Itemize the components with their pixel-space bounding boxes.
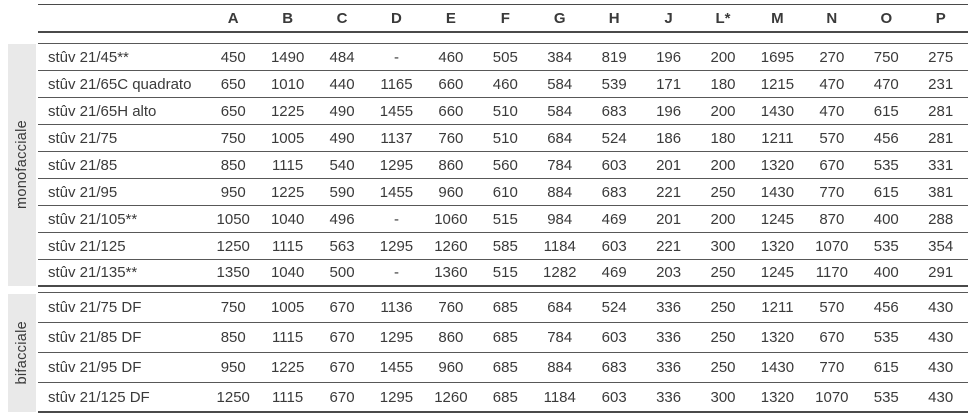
value-cell: 1320 (760, 237, 795, 255)
column-header: J (664, 9, 673, 27)
value-cell: 1695 (760, 48, 795, 66)
value-cell: 469 (601, 210, 627, 228)
value-cell: 336 (656, 388, 682, 406)
value-cell: 1360 (434, 264, 468, 281)
value-cell: 684 (547, 299, 573, 316)
value-cell: 603 (601, 237, 627, 255)
value-cell: 1184 (543, 237, 576, 255)
table-row (38, 44, 968, 71)
value-cell: 560 (492, 156, 518, 174)
value-cell: 430 (928, 299, 954, 316)
value-cell: 1350 (216, 264, 250, 281)
value-cell: 201 (656, 210, 682, 228)
table-row (38, 323, 968, 353)
table-row (38, 260, 968, 287)
group-label-monofacciale: monofacciale (14, 120, 30, 210)
column-header: C (336, 9, 348, 27)
value-cell: 250 (710, 183, 736, 201)
value-cell: 515 (492, 264, 518, 281)
value-cell: 490 (329, 102, 355, 120)
value-cell: - (393, 264, 399, 281)
value-cell: 539 (601, 75, 627, 93)
value-cell: 171 (656, 75, 682, 93)
value-cell: 1115 (272, 388, 304, 406)
value-cell: 460 (438, 48, 464, 66)
value-cell: 603 (601, 329, 627, 346)
value-cell: 1430 (760, 102, 795, 120)
value-cell: 960 (438, 359, 464, 376)
value-cell: 430 (928, 388, 954, 406)
table-row (38, 293, 968, 323)
column-header: H (608, 9, 620, 27)
value-cell: 354 (928, 237, 954, 255)
value-cell: 250 (710, 264, 736, 281)
value-cell: 1136 (380, 299, 413, 316)
value-cell: 1245 (760, 264, 795, 281)
value-cell: 440 (329, 75, 355, 93)
value-cell: 250 (710, 359, 736, 376)
value-cell: 336 (656, 359, 682, 376)
value-cell: 430 (928, 359, 954, 376)
column-header: M (771, 9, 784, 27)
value-cell: 515 (492, 210, 518, 228)
value-cell: 660 (438, 75, 464, 93)
value-cell: 430 (928, 329, 954, 346)
row-label: stûv 21/75 DF (48, 299, 142, 316)
value-cell: 770 (819, 359, 845, 376)
value-cell: 196 (656, 102, 682, 120)
value-cell: 291 (928, 264, 954, 281)
value-cell: 336 (656, 329, 682, 346)
value-cell: 860 (438, 156, 464, 174)
column-header: N (826, 9, 838, 27)
value-cell: 1250 (216, 237, 250, 255)
value-cell: 1225 (270, 102, 305, 120)
value-cell: 670 (819, 156, 845, 174)
value-cell: 535 (873, 156, 899, 174)
value-cell: 281 (928, 102, 954, 120)
value-cell: 603 (601, 156, 627, 174)
value-cell: 484 (329, 48, 355, 66)
value-cell: 884 (547, 359, 573, 376)
value-cell: 1245 (760, 210, 795, 228)
value-cell: 203 (656, 264, 682, 281)
value-cell: 683 (601, 183, 627, 201)
value-cell: 1455 (379, 359, 414, 376)
value-cell: 850 (220, 156, 246, 174)
value-cell: 584 (547, 75, 573, 93)
value-cell: 505 (492, 48, 518, 66)
value-cell: 470 (819, 102, 845, 120)
value-cell: 615 (873, 102, 899, 120)
value-cell: 180 (710, 129, 736, 147)
value-cell: 984 (547, 210, 573, 228)
value-cell: 650 (220, 102, 246, 120)
row-label: stûv 21/135** (48, 264, 138, 281)
value-cell: 685 (492, 359, 518, 376)
value-cell: 760 (438, 299, 464, 316)
value-cell: 950 (220, 183, 246, 201)
value-cell: 456 (873, 129, 899, 147)
value-cell: 1070 (815, 237, 849, 255)
value-cell: 870 (819, 210, 845, 228)
table-row (38, 125, 968, 152)
value-cell: 1165 (380, 75, 413, 93)
value-cell: 250 (710, 299, 736, 316)
value-cell: 1455 (379, 102, 414, 120)
table-row (38, 71, 968, 98)
value-cell: 200 (710, 102, 736, 120)
value-cell: 510 (492, 102, 518, 120)
value-cell: 221 (656, 237, 682, 255)
table-row (38, 98, 968, 125)
value-cell: 300 (710, 237, 736, 255)
row-label: stûv 21/125 (48, 237, 126, 255)
value-cell: 510 (492, 129, 518, 147)
value-cell: 275 (928, 48, 954, 66)
value-cell: 683 (601, 102, 627, 120)
column-header: A (227, 9, 239, 27)
column-header: L* (715, 9, 731, 27)
value-cell: 1320 (760, 388, 795, 406)
table-row (38, 152, 968, 179)
value-cell: 1215 (760, 75, 795, 93)
group-label-bar-monofacciale (8, 44, 36, 286)
group-label-bar-bifacciale (8, 294, 36, 412)
value-cell: 1170 (815, 264, 848, 281)
row-label: stûv 21/65H alto (48, 102, 157, 120)
row-label: stûv 21/75 (48, 129, 118, 147)
value-cell: 684 (547, 129, 573, 147)
value-cell: 450 (220, 48, 246, 66)
value-cell: 670 (329, 359, 355, 376)
value-cell: 1250 (216, 388, 250, 406)
value-cell: 540 (329, 156, 355, 174)
value-cell: 615 (873, 183, 899, 201)
value-cell: 381 (928, 183, 954, 201)
value-cell: 200 (710, 210, 736, 228)
row-label: stûv 21/85 DF (48, 329, 142, 346)
row-label: stûv 21/65C quadrato (48, 75, 192, 93)
value-cell: 331 (928, 156, 954, 174)
table-row (38, 383, 968, 413)
row-label: stûv 21/105** (48, 210, 138, 228)
value-cell: 1040 (270, 264, 305, 281)
value-cell: 1320 (760, 156, 795, 174)
value-cell: 200 (710, 156, 736, 174)
column-header: F (500, 9, 510, 27)
header-double-rule (38, 33, 968, 44)
value-cell: 186 (656, 129, 682, 147)
row-label: stûv 21/45** (48, 48, 129, 66)
value-cell: 750 (873, 48, 899, 66)
column-header: D (391, 9, 402, 27)
value-cell: 201 (656, 156, 682, 174)
value-cell: 1211 (761, 299, 794, 316)
value-cell: 400 (873, 264, 899, 281)
value-cell: 300 (710, 388, 736, 406)
value-cell: 1430 (760, 183, 795, 201)
table-row (38, 179, 968, 206)
value-cell: 1225 (270, 183, 305, 201)
value-cell: 610 (492, 183, 518, 201)
row-label: stûv 21/85 (48, 156, 118, 174)
value-cell: 1455 (379, 183, 414, 201)
value-cell: 231 (928, 75, 954, 93)
value-cell: 1295 (379, 329, 414, 346)
column-header: E (445, 9, 456, 27)
value-cell: - (393, 210, 399, 228)
table-header-row (38, 5, 968, 33)
value-cell: 685 (492, 388, 518, 406)
value-cell: 670 (329, 329, 355, 346)
value-cell: 750 (220, 129, 246, 147)
group-label-bifacciale: bifacciale (14, 321, 30, 385)
value-cell: 590 (329, 183, 355, 201)
value-cell: 196 (656, 48, 682, 66)
value-cell: 950 (220, 359, 246, 376)
value-cell: 563 (329, 237, 355, 255)
value-cell: 1070 (815, 388, 849, 406)
dimensions-table (38, 4, 968, 413)
value-cell: 1005 (270, 129, 305, 147)
value-cell: 1260 (434, 237, 468, 255)
table-row (38, 233, 968, 260)
table-row (38, 353, 968, 383)
table-row (38, 206, 968, 233)
value-cell: 770 (819, 183, 845, 201)
value-cell: 884 (547, 183, 573, 201)
value-cell: 200 (710, 48, 736, 66)
value-cell: 221 (656, 183, 682, 201)
value-cell: 500 (329, 264, 355, 281)
value-cell: - (393, 48, 399, 66)
column-header: O (880, 9, 893, 27)
value-cell: 1295 (379, 156, 414, 174)
value-cell: 685 (492, 299, 518, 316)
value-cell: 784 (547, 156, 573, 174)
value-cell: 535 (873, 237, 899, 255)
column-header: B (282, 9, 294, 27)
value-cell: 1430 (760, 359, 795, 376)
column-header: G (553, 9, 566, 27)
value-cell: 1320 (760, 329, 795, 346)
row-label: stûv 21/125 DF (48, 388, 150, 406)
value-cell: 524 (601, 299, 627, 316)
value-cell: 670 (329, 388, 355, 406)
value-cell: 470 (819, 75, 845, 93)
value-cell: 1115 (272, 237, 304, 255)
value-cell: 1115 (272, 156, 304, 174)
value-cell: 535 (873, 329, 899, 346)
value-cell: 960 (438, 183, 464, 201)
value-cell: 270 (819, 48, 845, 66)
value-cell: 1490 (270, 48, 305, 66)
value-cell: 1260 (434, 388, 468, 406)
value-cell: 760 (438, 129, 464, 147)
group-body-bifacciale (38, 293, 968, 413)
value-cell: 860 (438, 329, 464, 346)
value-cell: 1115 (272, 329, 304, 346)
value-cell: 1184 (543, 388, 576, 406)
value-cell: 670 (819, 329, 845, 346)
value-cell: 670 (329, 299, 355, 316)
value-cell: 650 (220, 75, 246, 93)
value-cell: 180 (710, 75, 736, 93)
value-cell: 570 (819, 129, 845, 147)
value-cell: 1040 (270, 210, 305, 228)
value-cell: 384 (547, 48, 573, 66)
group-body-monofacciale (38, 44, 968, 287)
value-cell: 685 (492, 329, 518, 346)
value-cell: 496 (329, 210, 355, 228)
value-cell: 1295 (379, 237, 414, 255)
value-cell: 1050 (216, 210, 250, 228)
value-cell: 535 (873, 388, 899, 406)
value-cell: 603 (601, 388, 627, 406)
value-cell: 470 (873, 75, 899, 93)
value-cell: 281 (928, 129, 954, 147)
value-cell: 1225 (270, 359, 305, 376)
value-cell: 469 (601, 264, 627, 281)
value-cell: 660 (438, 102, 464, 120)
value-cell: 1211 (761, 129, 794, 147)
value-cell: 250 (710, 329, 736, 346)
value-cell: 585 (492, 237, 518, 255)
value-cell: 400 (873, 210, 899, 228)
value-cell: 819 (601, 48, 627, 66)
value-cell: 1005 (270, 299, 305, 316)
value-cell: 615 (873, 359, 899, 376)
value-cell: 490 (329, 129, 355, 147)
value-cell: 1295 (379, 388, 414, 406)
value-cell: 850 (220, 329, 246, 346)
value-cell: 784 (547, 329, 573, 346)
value-cell: 288 (928, 210, 954, 228)
value-cell: 1137 (380, 129, 413, 147)
row-label: stûv 21/95 (48, 183, 118, 201)
value-cell: 750 (220, 299, 246, 316)
value-cell: 683 (601, 359, 627, 376)
row-label: stûv 21/95 DF (48, 359, 142, 376)
value-cell: 456 (873, 299, 899, 316)
value-cell: 584 (547, 102, 573, 120)
value-cell: 336 (656, 299, 682, 316)
value-cell: 524 (601, 129, 627, 147)
value-cell: 460 (492, 75, 518, 93)
value-cell: 1060 (434, 210, 468, 228)
value-cell: 570 (819, 299, 845, 316)
column-header: P (935, 9, 946, 27)
value-cell: 1282 (543, 264, 577, 281)
value-cell: 1010 (270, 75, 305, 93)
